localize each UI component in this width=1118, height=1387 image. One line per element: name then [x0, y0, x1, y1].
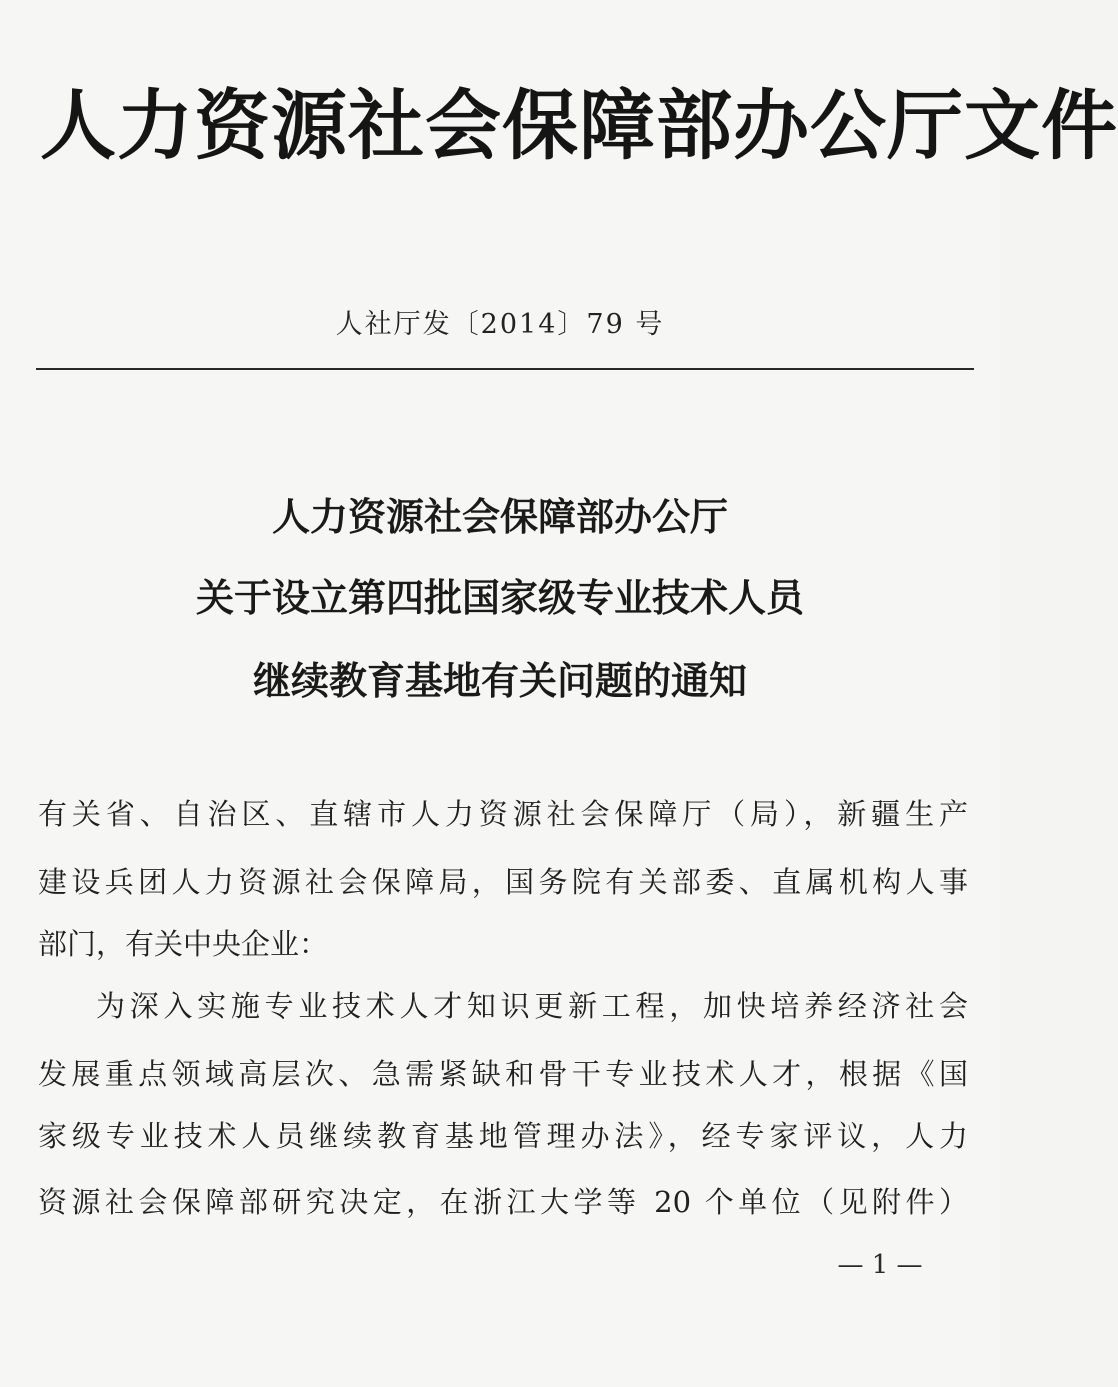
page-number: — 1 —: [837, 1250, 923, 1280]
notice-title-line-2: 关于设立第四批国家级专业技术人员: [195, 576, 804, 620]
header-divider: [36, 368, 974, 370]
body-line-5: 发展重点领域高层次、急需紧缺和骨干专业技术人才，根据《国: [38, 1057, 968, 1091]
body-line-2: 建设兵团人力资源社会保障局，国务院有关部委、直属机构人事: [38, 865, 968, 899]
body-line-1: 有关省、自治区、直辖市人力资源社会保障厅（局），新疆生产: [38, 797, 968, 831]
notice-title-line-1: 人力资源社会保障部办公厅: [271, 495, 728, 539]
notice-title-line-3: 继续教育基地有关问题的通知: [252, 659, 747, 703]
body-line-4: 为深入实施专业技术人才知识更新工程，加快培养经济社会: [96, 989, 968, 1023]
document-header-title: 人力资源社会保障部办公厅文件: [40, 81, 1118, 170]
body-line-3: 部门，有关中央企业：: [38, 927, 329, 961]
body-line-6: 家级专业技术人员继续教育基地管理办法》，经专家评议，人力: [38, 1119, 968, 1153]
body-line-7: 资源社会保障部研究决定，在浙江大学等 20 个单位（见附件）: [38, 1185, 968, 1219]
document-number: 人社厅发〔2014〕79 号: [335, 309, 665, 340]
